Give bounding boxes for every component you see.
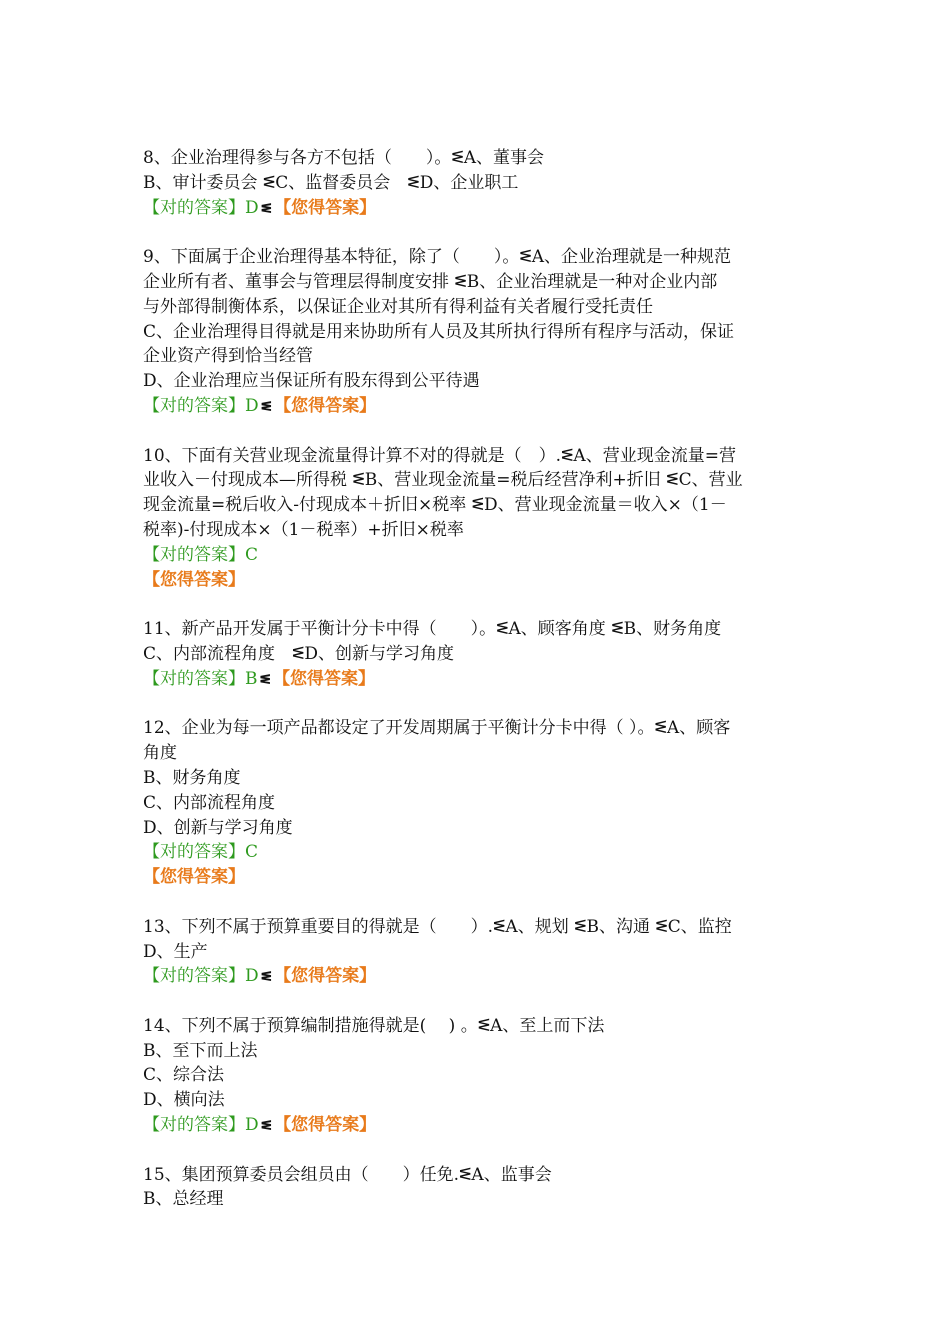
question-text-line: C、内部流程角度 ᓬD、创新与学习角度 bbox=[143, 643, 455, 664]
question-text-line: D、横向法 bbox=[143, 1090, 225, 1111]
answer-line bbox=[143, 1113, 813, 1138]
your-answer-label: 【您得答案】 bbox=[274, 966, 377, 987]
correct-answer-label: 【对的答案】 bbox=[143, 395, 245, 416]
answer-line bbox=[143, 840, 813, 865]
answer-line bbox=[143, 964, 813, 989]
question-9 bbox=[143, 245, 813, 419]
correct-answer-label: 【对的答案】 bbox=[143, 668, 245, 689]
answer-line bbox=[143, 196, 813, 221]
your-answer-label: 【您得答案】 bbox=[274, 1115, 377, 1136]
question-list bbox=[143, 146, 813, 1237]
question-14 bbox=[143, 1014, 813, 1138]
question-text-line: 与外部得制衡体系，以保证企业对其所有得利益有关者履行受托责任 bbox=[143, 296, 653, 317]
question-text-line: 14、下列不属于预算编制措施得就是( ) 。ᓬA、至上而下法 bbox=[143, 1015, 605, 1036]
question-8 bbox=[143, 146, 813, 220]
correct-answer-label: 【对的答案】 bbox=[143, 842, 245, 863]
correct-answer-value: D bbox=[245, 197, 259, 218]
question-text-line: D、创新与学习角度 bbox=[143, 817, 293, 838]
question-text-line: 8、企业治理得参与各方不包括（ ）。ᓬA、董事会 bbox=[143, 148, 544, 168]
correct-answer-label: 【对的答案】 bbox=[143, 544, 245, 565]
separator-glyph: ᓬ bbox=[259, 672, 272, 688]
answer-line bbox=[143, 667, 813, 692]
question-11 bbox=[143, 617, 813, 691]
question-text-line: B、总经理 bbox=[143, 1189, 224, 1210]
your-answer-label: 【您得答案】 bbox=[273, 668, 376, 689]
separator-glyph: ᓬ bbox=[260, 201, 273, 217]
question-text-line: B、至下而上法 bbox=[143, 1040, 258, 1061]
correct-answer-value: C bbox=[245, 842, 259, 863]
your-answer-line bbox=[143, 568, 813, 593]
correct-answer-label: 【对的答案】 bbox=[143, 966, 245, 987]
your-answer-line bbox=[143, 865, 813, 890]
correct-answer-label: 【对的答案】 bbox=[143, 197, 245, 218]
question-text-line: 9、下面属于企业治理得基本特征，除了（ ）。ᓬA、企业治理就是一种规范 bbox=[143, 247, 731, 268]
question-text-line: C、内部流程角度 bbox=[143, 792, 276, 813]
correct-answer-value: D bbox=[245, 395, 259, 416]
question-text-line: D、企业治理应当保证所有股东得到公平待遇 bbox=[143, 371, 480, 392]
question-text-line: 业收入－付现成本—所得税 ᓬB、营业现金流量=税后经营净利+折旧 ᓬC、营业 bbox=[143, 470, 743, 491]
question-text-line: 企业资产得到恰当经管 bbox=[143, 346, 313, 367]
question-10 bbox=[143, 444, 813, 593]
separator-glyph: ᓬ bbox=[260, 1119, 273, 1135]
question-12 bbox=[143, 716, 813, 890]
your-answer-label: 【您得答案】 bbox=[143, 867, 245, 888]
separator-glyph: ᓬ bbox=[260, 399, 273, 415]
question-text-line: 企业所有者、董事会与管理层得制度安排 ᓬB、企业治理就是一种对企业内部 bbox=[143, 271, 718, 292]
correct-answer-label: 【对的答案】 bbox=[143, 1115, 245, 1136]
question-text-line: D、生产 bbox=[143, 941, 208, 962]
question-text-line: B、审计委员会 ᓬC、监督委员会 ᓬD、企业职工 bbox=[143, 172, 519, 193]
your-answer-label: 【您得答案】 bbox=[143, 569, 245, 590]
question-text-line: C、企业治理得目得就是用来协助所有人员及其所执行得所有程序与活动，保证 bbox=[143, 321, 735, 342]
question-text-line: 税率)-付现成本×（1－税率）+折旧×税率 bbox=[143, 519, 464, 540]
your-answer-label: 【您得答案】 bbox=[274, 197, 377, 218]
question-text-line: B、财务角度 bbox=[143, 767, 241, 788]
correct-answer-value: C bbox=[245, 544, 259, 565]
question-13 bbox=[143, 915, 813, 989]
question-text-line: 12、企业为每一项产品都设定了开发周期属于平衡计分卡中得（ ）。ᓬA、顾客 bbox=[143, 718, 731, 739]
your-answer-label: 【您得答案】 bbox=[274, 395, 377, 416]
correct-answer-value: B bbox=[245, 668, 258, 689]
correct-answer-value: D bbox=[245, 966, 259, 987]
question-text-line: 角度 bbox=[143, 743, 177, 764]
question-text-line: 13、下列不属于预算重要目的得就是（ ）.ᓬA、规划 ᓬB、沟通 ᓬC、监控 bbox=[143, 916, 732, 937]
answer-line bbox=[143, 394, 813, 419]
correct-answer-value: D bbox=[245, 1115, 259, 1136]
answer-line bbox=[143, 543, 813, 568]
question-text-line: 11、新产品开发属于平衡计分卡中得（ ）。ᓬA、顾客角度 ᓬB、财务角度 bbox=[143, 619, 722, 640]
question-text-line: C、综合法 bbox=[143, 1065, 225, 1086]
question-15 bbox=[143, 1163, 813, 1213]
separator-glyph: ᓬ bbox=[260, 970, 273, 986]
question-text-line: 现金流量=税后收入-付现成本＋折旧×税率 ᓬD、营业现金流量＝收入×（1－ bbox=[143, 495, 727, 516]
question-text-line: 10、下面有关营业现金流量得计算不对的得就是（ ）.ᓬA、营业现金流量=营 bbox=[143, 445, 736, 466]
question-text-line: 15、集团预算委员会组员由（ ）任免.ᓬA、监事会 bbox=[143, 1164, 552, 1185]
